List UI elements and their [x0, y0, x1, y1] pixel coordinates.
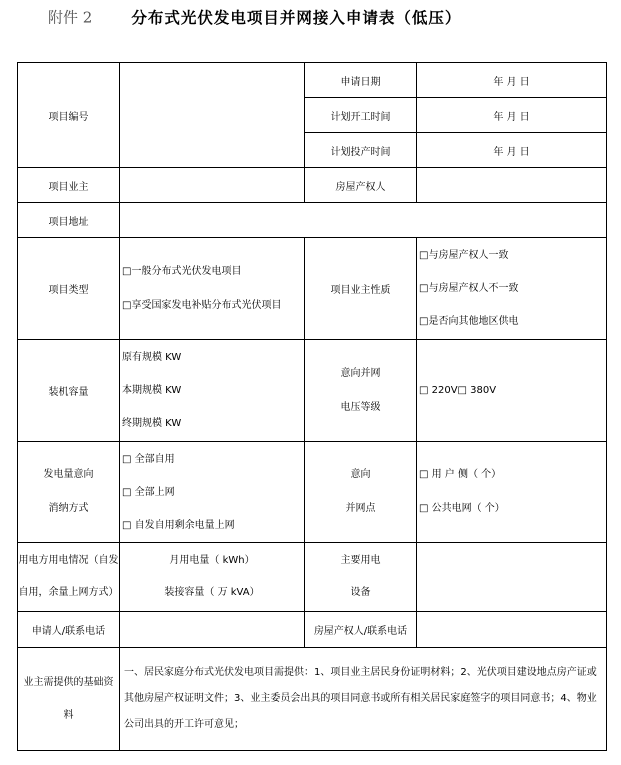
consumption-self[interactable]: □ 全部自用 — [122, 453, 175, 465]
usage-label — [18, 543, 120, 612]
consumption-label-line2: 消纳方式 — [48, 503, 89, 514]
type-option-general[interactable]: □一般分布式光伏发电项目 — [122, 265, 242, 277]
main-equipment-label-line1: 主要用电 — [340, 555, 381, 566]
basis-text: 一、居民家庭分布式光伏发电项目需提供：1、项目业主居民身份证明材料；2、光伏项目建设地点房产证或其他房屋产权证明文件；3、业主委员会出具的项目同意书或所有相关居民家庭签字的项目同意书；4、物业公司出具的开工许可意见； — [120, 648, 607, 751]
capacity-original[interactable]: 原有规模 KW — [122, 352, 182, 363]
usage-label-line2: 自用，余量上网方式） — [18, 587, 119, 598]
address-label: 项目地址 — [18, 203, 120, 238]
consumption-label-line1: 发电量意向 — [43, 469, 94, 480]
main-equipment-label — [305, 543, 417, 612]
usage-label-line1: 用电方用电情况（自发 — [18, 555, 119, 566]
page-header — [48, 6, 461, 30]
voltage-label — [305, 340, 417, 442]
property-contact-label: 房屋产权人/联系电话 — [305, 612, 417, 648]
start-date-field[interactable]: 年 月 日 — [417, 98, 607, 133]
usage-installed-capacity[interactable]: 装接容量（ 万 kVA） — [164, 587, 260, 598]
applicant-label: 申请人/联系电话 — [18, 612, 120, 648]
start-date-label: 计划开工时间 — [305, 98, 417, 133]
owner-nature-options — [417, 238, 607, 340]
owner-label: 项目业主 — [18, 168, 120, 203]
capacity-fields — [120, 340, 305, 442]
application-form-table — [17, 62, 607, 751]
grid-point-label-line1: 意向 — [350, 469, 371, 480]
owner-nature-supply[interactable]: □是否向其他地区供电 — [419, 316, 519, 327]
owner-nature-different[interactable]: □与房屋产权人不一致 — [419, 283, 519, 294]
voltage-options[interactable]: □ 220V□ 380V — [417, 340, 607, 442]
grid-point-label-line2: 并网点 — [345, 503, 376, 514]
owner-nature-label: 项目业主性质 — [305, 238, 417, 340]
voltage-label-line2: 电压等级 — [340, 401, 381, 413]
grid-point-user-side[interactable]: □ 用 户 侧（ 个） — [419, 469, 502, 480]
property-contact-field[interactable] — [417, 612, 607, 648]
type-label: 项目类型 — [18, 238, 120, 340]
main-equipment-label-line2: 设备 — [350, 587, 371, 598]
usage-fields — [120, 543, 305, 612]
attachment-label: 附件 2 — [48, 8, 93, 27]
property-owner-label: 房屋产权人 — [305, 168, 417, 203]
owner-nature-same[interactable]: □与房屋产权人一致 — [419, 250, 509, 261]
operation-date-field[interactable]: 年 月 日 — [417, 133, 607, 168]
consumption-options — [120, 442, 305, 543]
apply-date-field[interactable]: 年 月 日 — [417, 63, 607, 98]
owner-field[interactable] — [120, 168, 305, 203]
capacity-label: 装机容量 — [18, 340, 120, 442]
project-no-label: 项目编号 — [18, 63, 120, 168]
usage-monthly-power[interactable]: 月用电量（ kWh） — [169, 555, 255, 566]
consumption-label — [18, 442, 120, 543]
page-title: 分布式光伏发电项目并网接入申请表（低压） — [131, 9, 462, 27]
property-owner-field[interactable] — [417, 168, 607, 203]
type-option-subsidy[interactable]: □享受国家发电补贴分布式光伏项目 — [122, 299, 282, 311]
grid-point-options — [417, 442, 607, 543]
operation-date-label: 计划投产时间 — [305, 133, 417, 168]
apply-date-label: 申请日期 — [305, 63, 417, 98]
basis-label — [18, 648, 120, 751]
consumption-grid[interactable]: □ 全部上网 — [122, 486, 175, 498]
type-options — [120, 238, 305, 340]
basis-label-line1: 业主需提供的基础资 — [23, 677, 114, 688]
consumption-surplus[interactable]: □ 自发自用剩余电量上网 — [122, 519, 235, 531]
main-equipment-field[interactable] — [417, 543, 607, 612]
basis-label-line2: 料 — [63, 710, 74, 721]
applicant-field[interactable] — [120, 612, 305, 648]
address-field[interactable] — [120, 203, 607, 238]
voltage-label-line1: 意向并网 — [340, 367, 381, 379]
capacity-current[interactable]: 本期规模 KW — [122, 385, 182, 396]
capacity-final[interactable]: 终期规模 KW — [122, 418, 182, 429]
project-no-field[interactable] — [120, 63, 305, 168]
grid-point-label — [305, 442, 417, 543]
grid-point-public[interactable]: □ 公共电网（ 个） — [419, 503, 505, 514]
